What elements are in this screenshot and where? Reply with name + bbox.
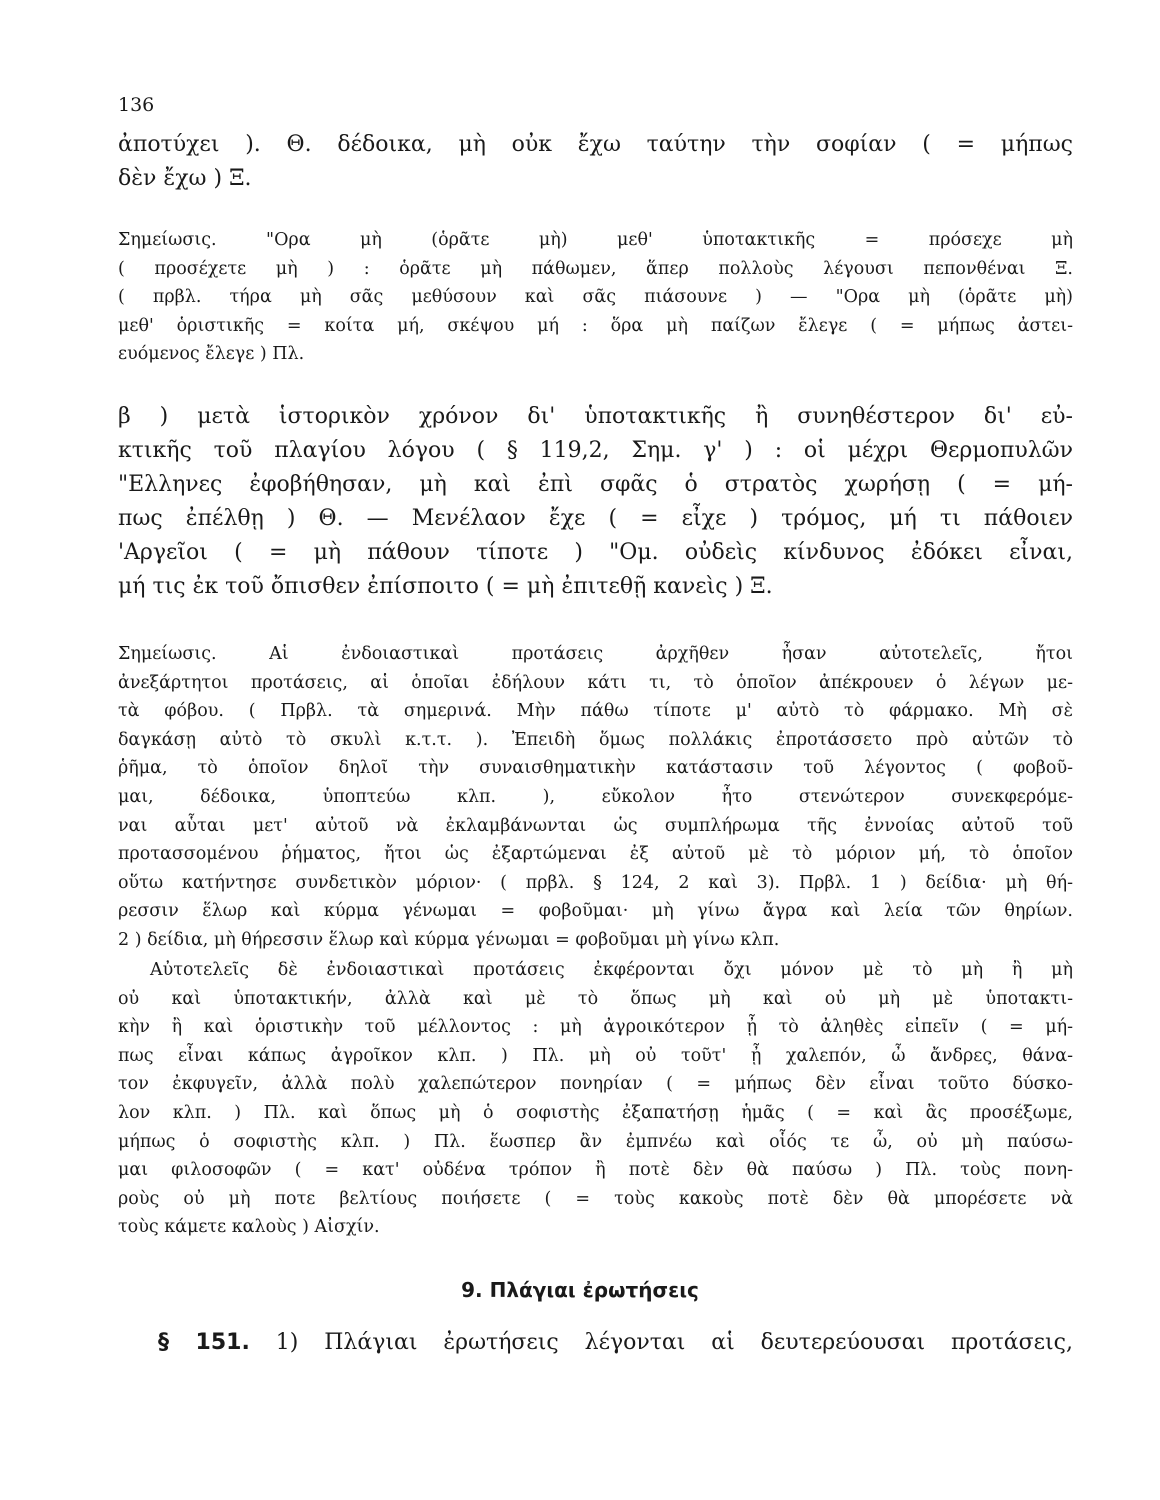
text-line: μαι, δέδοικα, ὑποπτεύω κλπ. ), εὔκολον ἦτο στενώτερον συνεκφερόμε- bbox=[118, 786, 1073, 807]
text-line: ρεσσιν ἕλωρ καὶ κύρμα γένωμαι = φοβοῦμαι· μὴ γίνω ἄγρα καὶ λεία τῶν θηρίων. bbox=[118, 901, 1073, 922]
text-line: δὲν ἔχω ) Ξ. bbox=[118, 166, 252, 191]
section-number: § 151. bbox=[158, 1330, 250, 1355]
text-line: πως εἶναι κάπως ἀγροῖκον κλπ. ) Πλ. μὴ οὐ τοῦτ' ᾖ χαλεπόν, ὦ ἄνδρες, θάνα- bbox=[118, 1045, 1073, 1066]
paragraph-fear-clause-example bbox=[118, 128, 1073, 196]
section-heading: 9. Πλάγιαι ἐρωτήσεις bbox=[461, 1278, 699, 1302]
text-line: μή τις ἐκ τοῦ ὄπισθεν ἐπίσποιτο ( = μὴ ἐπιτεθῇ κανεὶς ) Ξ. bbox=[118, 574, 773, 599]
text-line: μήπως ὁ σοφιστὴς κλπ. ) Πλ. ἕωσπερ ἂν ἐμπνέω καὶ οἷός τε ὦ, οὐ μὴ παύσω- bbox=[118, 1131, 1073, 1152]
text-line: ροὺς οὐ μὴ ποτε βελτίους ποιήσετε ( = τοὺς κακοὺς ποτὲ δὲν θὰ μπορέσετε νὰ bbox=[118, 1188, 1073, 1209]
paragraph-historic-tense bbox=[118, 400, 1073, 604]
text-line: οὕτω κατήντησε συνδετικὸν μόριον· ( πρβλ. § 124, 2 καὶ 3). Πρβλ. 1 ) δείδια· μὴ θή- bbox=[118, 872, 1073, 893]
text-line: ευόμενος ἔλεγε ) Πλ. bbox=[118, 344, 305, 365]
text-line: κὴν ἢ καὶ ὁριστικὴν τοῦ μέλλοντος : μὴ ἀγροικότερον ᾖ τὸ ἀληθὲς εἰπεῖν ( = μή- bbox=[118, 1017, 1073, 1038]
text-line: οὐ καὶ ὑποτακτικήν, ἀλλὰ καὶ μὲ τὸ ὅπως μὴ καὶ οὐ μὴ μὲ ὑποτακτι- bbox=[118, 988, 1073, 1009]
text-line: Σημείωσις. "Ορα μὴ (ὁρᾶτε μὴ) μεθ' ὑποτακτικῆς = πρόσεχε μὴ bbox=[118, 230, 1073, 250]
text-line: ( πρβλ. τήρα μὴ σᾶς μεθύσουν καὶ σᾶς πιάσουνε ) — "Ορα μὴ (ὁρᾶτε μὴ) bbox=[118, 287, 1073, 308]
text-line: τοὺς κάμετε καλοὺς ) Αἰσχίν. bbox=[118, 1217, 380, 1238]
text-line: προτασσομένου ῥήματος, ἤτοι ὡς ἐξαρτώμεναι ἐξ αὐτοῦ μὲ τὸ μόριον μή, τὸ ὁποῖον bbox=[118, 844, 1073, 865]
text-line: ( προσέχετε μὴ ) : ὁρᾶτε μὴ πάθωμεν, ἅπερ πολλοὺς λέγουσι πεπονθέναι Ξ. bbox=[118, 258, 1073, 279]
text-line: δαγκάσῃ αὐτὸ τὸ σκυλὶ κ.τ.τ. ). Ἐπειδὴ ὅμως πολλάκις ἐπροτάσσετο πρὸ αὐτῶν τὸ bbox=[118, 729, 1073, 750]
text-line: ἀποτύχει ). Θ. δέδοικα, μὴ οὐκ ἔχω ταύτην τὴν σοφίαν ( = μήπως bbox=[118, 132, 1073, 157]
text-line: 2 ) δείδια, μὴ θήρεσσιν ἕλωρ καὶ κύρμα γένωμαι = φοβοῦμαι μὴ γίνω κλπ. bbox=[118, 929, 780, 950]
text-line: τον ἐκφυγεῖν, ἀλλὰ πολὺ χαλεπώτερον πονηρίαν ( = μήπως δὲν εἶναι τοῦτο δύσκο- bbox=[118, 1074, 1073, 1095]
text-line: ναι αὗται μετ' αὐτοῦ νὰ ἐκλαμβάνωνται ὡς συμπλήρωμα τῆς ἐννοίας αὐτοῦ τοῦ bbox=[118, 815, 1073, 836]
text-line: μαι φιλοσοφῶν ( = κατ' οὐδένα τρόπον ἢ ποτὲ δὲν θὰ παύσω ) Πλ. τοὺς πονη- bbox=[118, 1160, 1073, 1181]
text-line: 'Αργεῖοι ( = μὴ πάθουν τίποτε ) "Ομ. οὐδεὶς κίνδυνος ἐδόκει εἶναι, bbox=[118, 540, 1073, 565]
text-line: Αὐτοτελεῖς δὲ ἐνδοιαστικαὶ προτάσεις ἐκφέρονται ὄχι μόνον μὲ τὸ μὴ ἢ μὴ bbox=[150, 960, 1073, 980]
text-line: ῥῆμα, τὸ ὁποῖον δηλοῖ τὴν συναισθηματικὴν κατάστασιν τοῦ λέγοντος ( φοβοῦ- bbox=[118, 758, 1073, 779]
page-number: 136 bbox=[118, 94, 155, 116]
text-line: β ) μετὰ ἱστορικὸν χρόνον δι' ὑποτακτικῆς ἢ συνηθέστερον δι' εὐ- bbox=[118, 404, 1073, 429]
note-fear-clauses-origin bbox=[118, 640, 1073, 955]
text-line: τὰ φόβου. ( Πρβλ. τὰ σημερινά. Μὴν πάθω τίποτε μ' αὐτὸ τὸ φάρμακο. Μὴ σὲ bbox=[118, 701, 1073, 722]
text-line: ἀνεξάρτητοι προτάσεις, αἱ ὁποῖαι ἐδήλουν κάτι τι, τὸ ὁποῖον ἀπέκρουεν ὁ λέγων με- bbox=[118, 672, 1073, 693]
text-line: κτικῆς τοῦ πλαγίου λόγου ( § 119,2, Σημ. γ' ) : οἱ μέχρι Θερμοπυλῶν bbox=[118, 438, 1073, 463]
paragraph-independent-fear-clauses bbox=[118, 956, 1073, 1242]
text-line: λον κλπ. ) Πλ. καὶ ὅπως μὴ ὁ σοφιστὴς ἐξαπατήσῃ ἡμᾶς ( = καὶ ἂς προσέξωμε, bbox=[118, 1102, 1073, 1123]
text-line: μεθ' ὁριστικῆς = κοίτα μή, σκέψου μή : ὅρα μὴ παίζων ἔλεγε ( = μήπως ἀστει- bbox=[118, 315, 1073, 336]
section-151-opening bbox=[158, 1326, 1073, 1360]
text-line: πως ἐπέλθῃ ) Θ. — Μενέλαον ἔχε ( = εἶχε ) τρόμος, μή τι πάθοιεν bbox=[118, 506, 1073, 531]
note-ora-me bbox=[118, 226, 1073, 369]
text-line: "Ελληνες ἐφοβήθησαν, μὴ καὶ ἐπὶ σφᾶς ὁ στρατὸς χωρήσῃ ( = μή- bbox=[118, 472, 1073, 497]
section-text: 1) Πλάγιαι ἐρωτήσεις λέγονται αἱ δευτερεύουσαι προτάσεις, bbox=[275, 1330, 1073, 1355]
text-line: Σημείωσις. Αἱ ἐνδοιαστικαὶ προτάσεις ἀρχῆθεν ἦσαν αὐτοτελεῖς, ἤτοι bbox=[118, 644, 1073, 664]
